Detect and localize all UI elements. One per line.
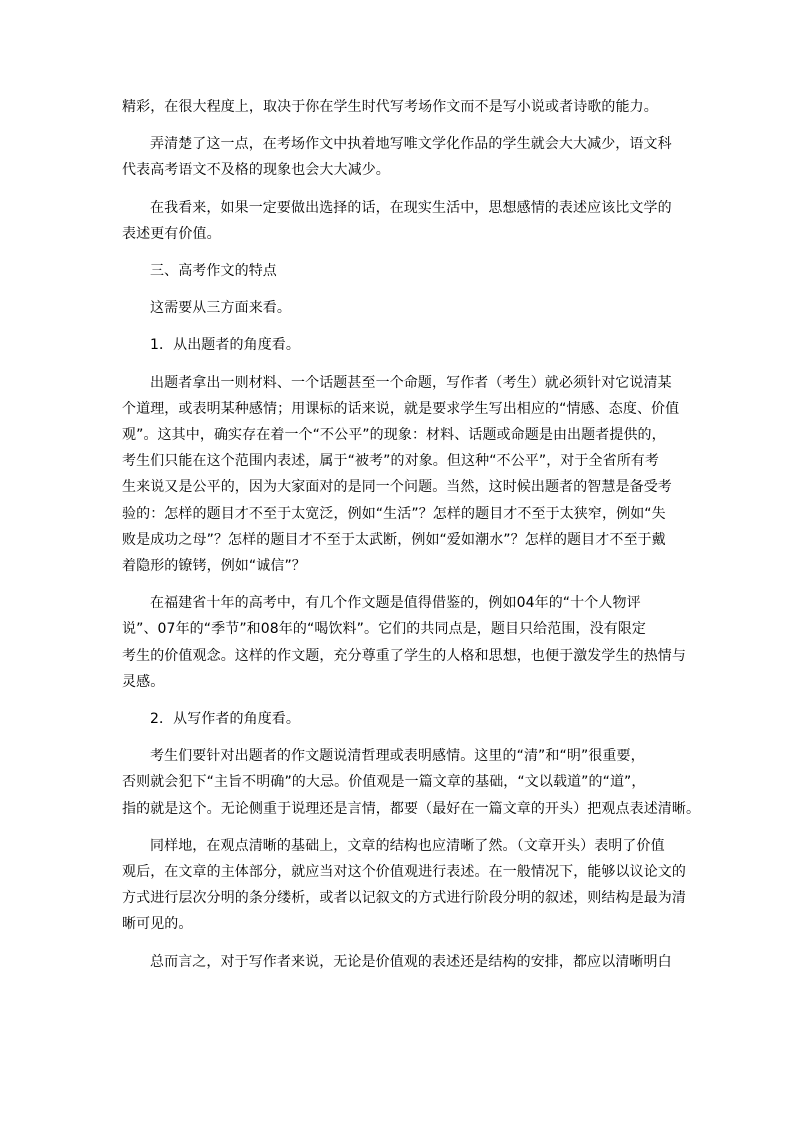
text-line: 说”、07年的“季节”和08年的“喝饮料”。它们的共同点是，题目只给范围，没有限定 [122,621,646,638]
text-line: 灵感。 [122,673,165,690]
text-line: 在我看来，如果一定要做出选择的话，在现实生活中，思想感情的表述应该比文学的 [150,199,672,216]
text-line: 代表高考语文不及格的现象也会大大减少。 [122,162,390,179]
section-heading [122,258,678,284]
text-line: 否则就会犯下“主旨不明确”的大忌。价值观是一篇文章的基础，“文以载道”的“道”， [122,774,646,791]
text-line: 精彩，在很大程度上，取决于你在学生时代写考场作文而不是写小说或者诗歌的能力。 [122,99,658,115]
text-line: 同样地，在观点清晰的基础上，文章的结构也应清晰了然。（文章开头）表明了价值 [150,837,665,854]
subheading-1 [122,332,678,358]
text-line: 2．从写作者的角度看。 [150,711,301,728]
text-line: 验的：怎样的题目才不至于太宽泛，例如“生活”？怎样的题目才不至于太狭窄，例如“失 [122,505,666,522]
paragraph-7 [122,833,686,938]
text-line: 晰可见的。 [122,916,193,933]
paragraph-6 [122,743,701,822]
text-line: 弄清楚了这一点，在考场作文中执着地写唯文学化作品的学生就会大大减少，语文科 [150,136,672,153]
text-line: 败是成功之母”？怎样的题目才不至于太武断，例如“爱如潮水”？怎样的题目才不至于戴 [122,531,666,548]
paragraph-1 [122,94,678,120]
text-line: 三、高考作文的特点 [150,263,277,280]
text-line: 出题者拿出一则材料、一个话题甚至一个命题，写作者（考生）就必须针对它说清某 [150,374,672,391]
text-line: 这需要从三方面来看。 [150,300,291,317]
text-line: 指的就是这个。无论侧重于说理还是言情，都要（最好在一篇文章的开头）把观点表述清晰。 [122,800,701,817]
text-line: 1．从出题者的角度看。 [150,337,301,354]
subheading-2 [122,706,678,732]
paragraph-5 [122,590,686,695]
text-line: 考生的价值观念。这样的作文题，充分尊重了学生的人格和思想，也便于激发学生的热情与 [122,647,686,664]
paragraph-4 [122,370,678,580]
text-line: 方式进行层次分明的条分缕析，或者以记叙文的方式进行阶段分明的叙述，则结构是最为清 [122,890,686,907]
text-line: 表述更有价值。 [122,225,221,242]
paragraph-2 [122,131,678,183]
paragraph-3 [122,195,678,247]
text-line: 生来说又是公平的，因为大家面对的是同一个问题。当然，这时候出题者的智慧是备受考 [122,479,672,496]
paragraph-intro [122,295,678,321]
text-line: 在福建省十年的高考中，有几个作文题是值得借鉴的，例如04年的“十个人物评 [150,595,641,612]
text-line: 观”。这其中，确实存在着一个“不公平”的现象：材料、话题或命题是由出题者提供的， [122,427,666,444]
paragraph-8 [122,949,678,975]
text-line: 观后，在文章的主体部分，就应当对这个价值观进行表述。在一般情况下，能够以议论文的 [122,864,686,881]
text-line: 着隐形的镣铐，例如“诚信”？ [122,558,306,575]
text-line: 总而言之，对于写作者来说，无论是价值观的表述还是结构的安排，都应以清晰明白 [150,953,672,970]
text-line: 个道理，或表明某种感情；用课标的话来说，就是要求学生写出相应的“情感、态度、价值 [122,400,680,417]
text-line: 考生们要针对出题者的作文题说清哲理或表明感情。这里的“清”和“明”很重要， [150,748,645,765]
document-page [122,94,701,986]
text-line: 考生们只能在这个范围内表述，属于“被考”的对象。但这种“不公平”，对于全省所有考 [122,453,660,470]
